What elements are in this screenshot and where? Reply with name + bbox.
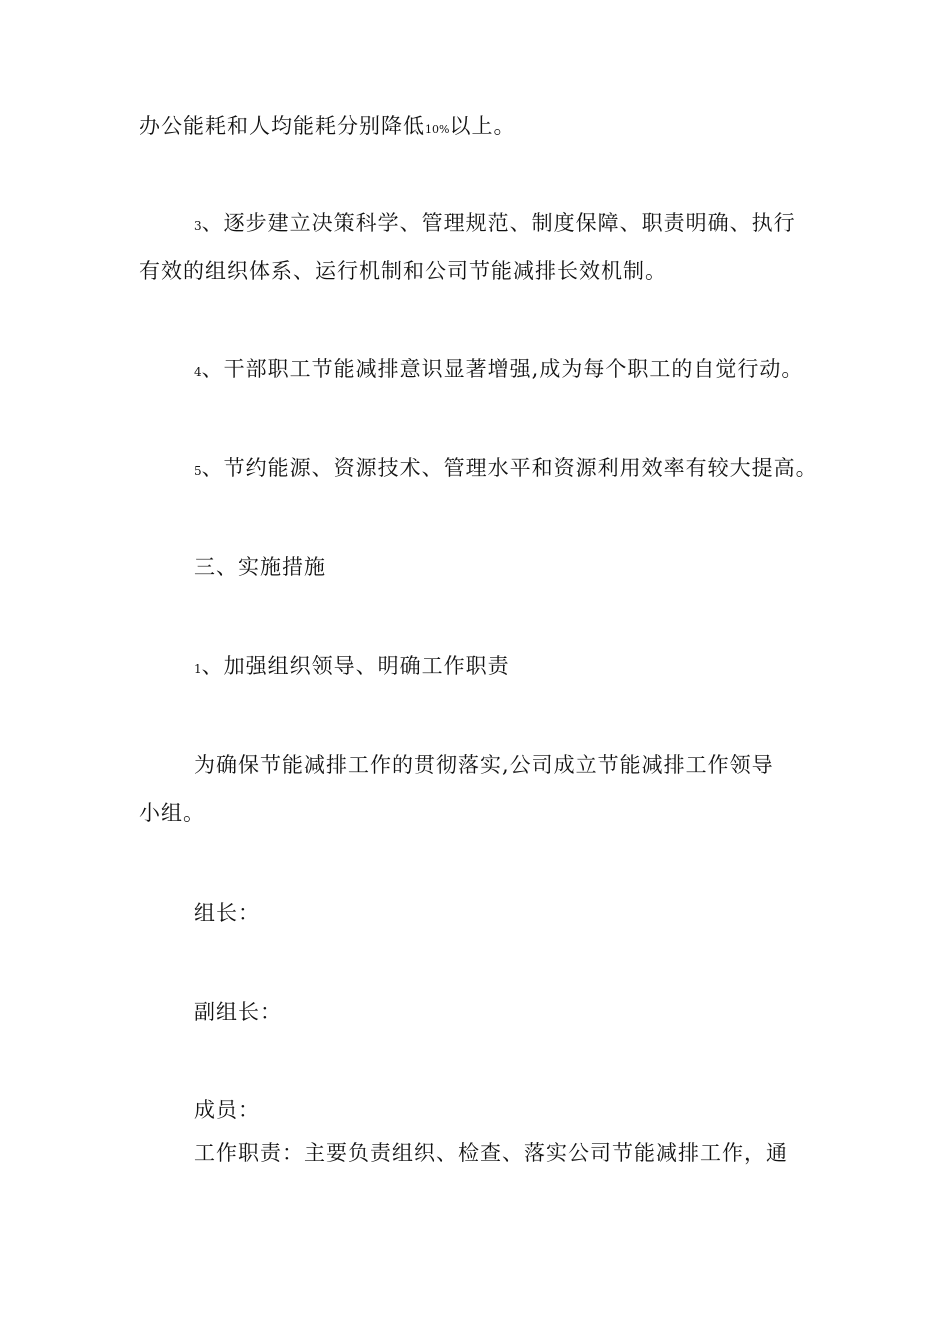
paragraph-3-line2: 有效的组织体系、运行机制和公司节能减排长效机制。	[139, 259, 667, 283]
item-number: 5	[194, 464, 202, 478]
paragraph-3-line1	[194, 209, 796, 240]
leader-group-line2: 小组。	[139, 801, 205, 825]
measure-1-heading	[194, 652, 510, 683]
text-segment: 、干部职工节能减排意识显著增强,成为每个职工的自觉行动。	[201, 357, 804, 381]
percent-value: 10%	[425, 123, 450, 136]
leader-label: 组长：	[194, 901, 260, 925]
section-heading-measures: 三、实施措施	[194, 555, 326, 579]
text-segment: 、逐步建立决策科学、管理规范、制度保障、职责明确、执行	[201, 211, 796, 235]
paragraph-4	[194, 355, 803, 386]
duties-paragraph: 工作职责：主要负责组织、检查、落实公司节能减排工作，通	[194, 1141, 788, 1165]
item-number: 1	[194, 662, 202, 676]
paragraph-energy-reduction	[139, 112, 515, 144]
leader-group-line1: 为确保节能减排工作的贯彻落实,公司成立节能减排工作领导	[194, 753, 774, 777]
text-segment: 、加强组织领导、明确工作职责	[201, 654, 510, 678]
text-segment: 以上。	[449, 114, 516, 138]
text-segment: 办公能耗和人均能耗分别降低	[139, 114, 425, 138]
paragraph-5	[194, 454, 818, 485]
item-number: 3	[194, 219, 202, 233]
item-number: 4	[194, 365, 202, 379]
text-segment: 、节约能源、资源技术、管理水平和资源利用效率有较大提高。	[201, 456, 818, 480]
members-label: 成员：	[194, 1098, 260, 1122]
deputy-leader-label: 副组长：	[194, 1000, 282, 1024]
